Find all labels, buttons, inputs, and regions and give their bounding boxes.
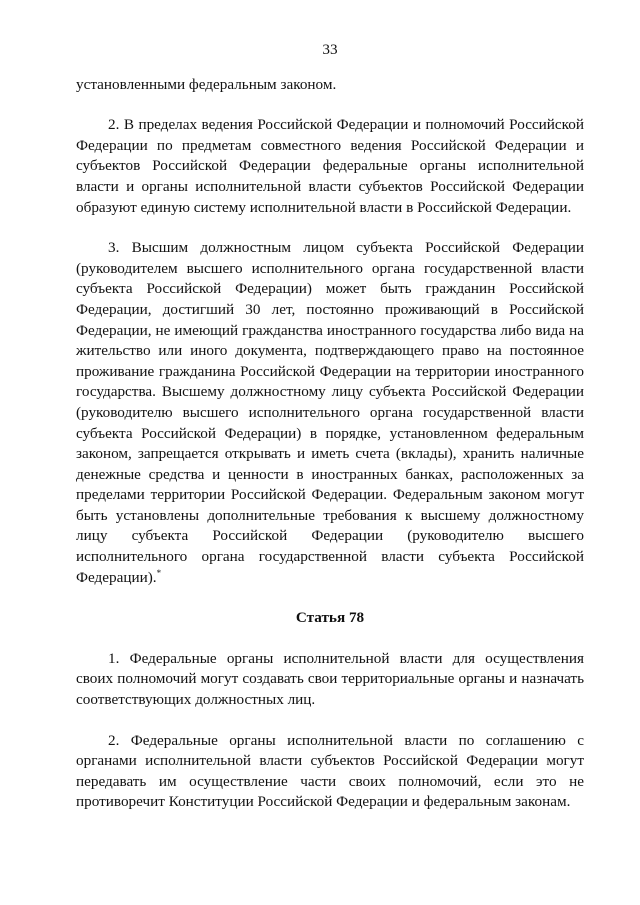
article-paragraph-2: 2. Федеральные органы исполнительной власти по соглашению с органами исполнительной власти субъектов Российской Федерации могут передавать им осуществление части своих полномочий, если это не противоречит Конституции Российской Федерации и федеральным законам. (76, 731, 584, 811)
paragraph-gap (76, 629, 584, 649)
paragraph-continuation: установленными федеральным законом. (76, 75, 337, 93)
page-number: 33 (322, 41, 338, 58)
footnote-mark: * (156, 567, 162, 578)
paragraph-gap (76, 711, 584, 731)
paragraph-item-2: 2. В пределах ведения Российской Федерации и полномочий Российской Федерации по предметам совместного ведения Российской Федерации и субъектов Российской Федерации федеральные органы исполнительной власти и органы исполнительной власти субъектов Российской Федерации образуют единую систему исполнительной власти в Российской Федерации. (76, 116, 584, 216)
paragraph-gap (76, 218, 584, 238)
article-title: Статья 78 (295, 609, 365, 627)
paragraph-item-3-text: 3. Высшим должностным лицом субъекта Российской Федерации (руководителем высшего исполнительного органа государственной власти субъекта Российской Федерации) может быть гражданин Российской Федерации, достигший 30 лет, постоянно проживающий в Российской Федерации, не имеющий гражданства иностранного государства либо вида на жительство или иного документа, подтверждающего право на постоянное проживание гражданина Российской Федерации на территории иностранного государства. Высшему должностному лицу субъекта Российской Федерации (руководителю высшего исполнительного органа государственной власти субъекта Российской Федерации) в порядке, установленном федеральным законом, запрещается открывать и иметь счета (вклады), хранить наличные денежные средства и ценности в иностранных банках, расположенных за пределами территории Российской Федерации. Федеральным законом могут быть установлены дополнительные требования к высшему должностному лицу субъекта Российской Федерации (руководителю высшего исполнительного органа государственной власти субъекта Российской Федерации). (76, 239, 584, 586)
paragraph-gap (76, 588, 584, 608)
document-page (76, 40, 584, 813)
paragraph-gap (76, 95, 584, 115)
paragraph-item-3 (76, 238, 584, 588)
article-paragraph-1: 1. Федеральные органы исполнительной власти для осуществления своих полномочий могут создавать свои территориальные органы и назначать соответствующих должностных лиц. (76, 649, 584, 709)
